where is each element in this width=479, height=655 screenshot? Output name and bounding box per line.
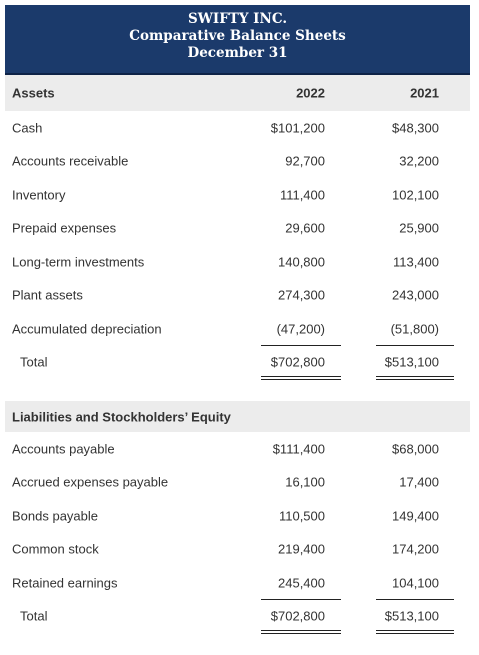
total-double-underline-2022 xyxy=(261,630,341,634)
balance-sheet xyxy=(5,5,470,633)
table-row xyxy=(5,178,470,212)
row-label: Plant assets xyxy=(12,287,83,303)
sheet-title: Comparative Balance Sheets xyxy=(129,28,346,44)
assets-heading: Assets xyxy=(12,85,55,101)
value-2022: 219,400 xyxy=(278,541,325,557)
row-label: Cash xyxy=(12,120,43,136)
table-row xyxy=(5,111,470,145)
total-2022: $702,800 xyxy=(270,608,325,624)
table-row xyxy=(5,466,470,500)
sheet-date: December 31 xyxy=(187,45,288,61)
value-2022: 140,800 xyxy=(278,254,325,270)
value-2021: $48,300 xyxy=(392,120,439,136)
total-double-underline-2021 xyxy=(376,630,454,634)
value-2021: $68,000 xyxy=(392,441,439,457)
total-2021: $513,100 xyxy=(384,608,439,624)
total-double-underline-2021 xyxy=(376,376,454,380)
value-2022: 111,400 xyxy=(279,187,325,203)
total-label: Total xyxy=(20,608,48,624)
value-2022: 110,500 xyxy=(278,508,325,524)
row-label: Accounts payable xyxy=(12,441,115,457)
value-2021: 32,200 xyxy=(399,153,439,169)
value-2021: 104,100 xyxy=(392,575,439,591)
column-2022-heading: 2022 xyxy=(296,85,325,101)
table-row xyxy=(5,533,470,567)
total-double-underline-2022 xyxy=(261,376,341,380)
table-row xyxy=(5,432,470,466)
row-label: Accounts receivable xyxy=(12,153,129,169)
liabilities-heading-row xyxy=(5,401,470,432)
value-2022: $111,400 xyxy=(272,441,325,457)
table-row xyxy=(5,499,470,533)
row-label: Prepaid expenses xyxy=(12,220,117,236)
value-2022: 245,400 xyxy=(278,575,325,591)
value-2022: 16,100 xyxy=(285,474,325,490)
table-row xyxy=(5,145,470,179)
table-row xyxy=(5,212,470,246)
row-label: Long-term investments xyxy=(12,254,145,270)
section-gap xyxy=(5,379,470,401)
value-2022: (47,200) xyxy=(276,321,325,337)
table-row xyxy=(5,279,470,313)
row-label: Common stock xyxy=(12,541,99,557)
total-2022: $702,800 xyxy=(270,354,325,370)
value-2021: 17,400 xyxy=(399,474,439,490)
assets-heading-row xyxy=(5,75,470,111)
total-row xyxy=(5,346,470,380)
value-2021: 113,400 xyxy=(392,254,439,270)
value-2021: 25,900 xyxy=(399,220,439,236)
row-label: Bonds payable xyxy=(12,508,99,524)
value-2021: 102,100 xyxy=(392,187,439,203)
liabilities-heading: Liabilities and Stockholders’ Equity xyxy=(12,409,231,424)
total-2021: $513,100 xyxy=(384,354,439,370)
value-2022: $101,200 xyxy=(270,120,325,136)
row-label: Accumulated depreciation xyxy=(12,321,162,337)
value-2021: 243,000 xyxy=(392,287,439,303)
row-label: Retained earnings xyxy=(12,575,118,591)
value-2021: 149,400 xyxy=(392,508,439,524)
value-2021: 174,200 xyxy=(392,541,439,557)
company-name: SWIFTY INC. xyxy=(187,11,288,27)
value-2021: (51,800) xyxy=(390,321,439,337)
total-label: Total xyxy=(20,354,48,370)
value-2022: 29,600 xyxy=(285,220,325,236)
column-2021-heading: 2021 xyxy=(410,85,439,101)
value-2022: 274,300 xyxy=(278,287,325,303)
row-label: Inventory xyxy=(12,187,66,203)
table-row xyxy=(5,312,470,346)
sheet-header xyxy=(5,5,470,75)
row-label: Accrued expenses payable xyxy=(12,474,169,490)
table-row xyxy=(5,245,470,279)
value-2022: 92,700 xyxy=(285,153,325,169)
total-row xyxy=(5,600,470,634)
table-row xyxy=(5,566,470,600)
